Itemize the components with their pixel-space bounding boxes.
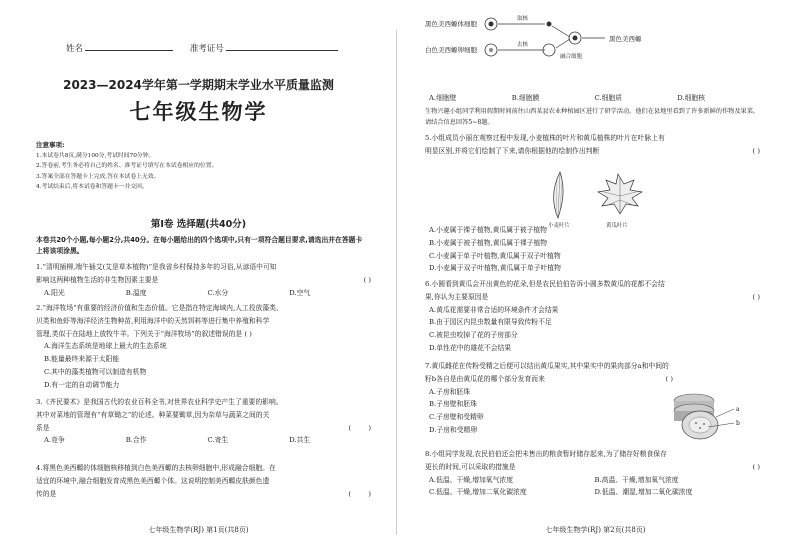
option[interactable]: C.子房壁和受精卵 [429, 413, 484, 422]
answer-bracket: ( ) [665, 374, 673, 383]
option[interactable]: D.空气 [289, 288, 311, 297]
option[interactable]: B.由于园区内昆虫数量有限导致传粉不足 [429, 318, 552, 327]
diagram-label-fused: 融合细胞 [560, 54, 583, 60]
question-line-row [36, 422, 371, 435]
notes-head: 注意事项: [36, 141, 65, 149]
option[interactable]: B.能量最终来源于太阳能 [44, 355, 120, 364]
option[interactable]: C.水分 [207, 288, 229, 297]
question-4-options [425, 92, 760, 105]
question-5 [425, 132, 760, 158]
option[interactable]: D.有一定的自动调节能力 [44, 380, 120, 389]
answer-bracket: ( ) [752, 462, 760, 471]
diagram-label-white-cell: 白色美西螈卵细胞 [425, 46, 477, 54]
option[interactable]: D.子房和受精卵 [429, 425, 478, 434]
option[interactable]: A.子房和胚珠 [429, 387, 471, 396]
question-4 [36, 462, 371, 500]
question-8 [425, 448, 760, 499]
right-page [397, 0, 794, 558]
question-line: 果,你认为主要原因是 [425, 292, 489, 301]
option[interactable]: D.小麦属于双子叶植物,黄瓜属于单子叶植物 [429, 264, 561, 273]
option[interactable]: B.合作 [125, 436, 147, 445]
scenario-text: 生物兴趣小组同学利用假期时间前往山西某县农业种植园区进行了研学活动。他们在县地里看到了许多新鲜的作物及果菜。请结合信息回答5~8题。 [425, 108, 760, 126]
seed-icon [695, 422, 697, 424]
arrow-label-take-nucleus: 取核 [517, 16, 529, 22]
option[interactable]: B.高温、干燥,增加氧气浓度 [594, 475, 679, 484]
question-line: 4.将黑色美西螈的体细胞核移植到白色美西螈的去核卵细胞中,形成融合细胞。在 [36, 464, 276, 472]
option[interactable]: D.单性花中的雄花不会结果 [429, 343, 512, 352]
question-line-row [425, 291, 760, 304]
question-line: 明显区别,并将它们绘制了下来,请你根据他的绘制作出判断 [425, 146, 600, 155]
page-footer: 七年级生物学(RJ) 第1页(共8页) [148, 526, 249, 534]
option[interactable]: C.低温、干燥,增加二氧化碳浓度 [429, 488, 527, 497]
section-title: 第Ⅰ卷 选择题(共40分) [150, 219, 247, 230]
option[interactable]: B.小麦属于被子植物,黄瓜属于裸子植物 [429, 238, 548, 247]
seed-icon [703, 423, 705, 425]
option[interactable]: D.细胞核 [677, 94, 706, 102]
question-line: 7.黄瓜雌花在传粉受精之后便可以结出黄瓜果实,其中果实中的果肉部分a和中间的 [425, 362, 669, 370]
note-item: 2.答卷前,考生务必将自己的姓名、准考证号填写在本试卷相应的位置。 [36, 163, 218, 169]
option[interactable]: C.被昆虫咬掉了花的子房部分 [429, 331, 518, 340]
question-5-options [425, 224, 760, 275]
exam-no-blank[interactable] [226, 50, 338, 51]
diagram-label-black-cell: 黑色美西螈体细胞 [425, 20, 477, 28]
label-a: a [736, 406, 740, 413]
note-item: 1.本试卷共8页,满分100分,考试时间70分钟。 [36, 152, 155, 159]
options-row [425, 474, 760, 487]
seed-icon [699, 427, 701, 429]
question-line: 更长的时间,可以采取的措施是 [425, 462, 516, 471]
note-item: 3.答案全部在答题卡上完成,答在本试卷上无效。 [36, 173, 160, 180]
arrow-label-remove-nucleus: 去核 [517, 42, 529, 48]
question-line-row [36, 488, 371, 501]
option[interactable]: A.阳光 [44, 288, 65, 297]
exam-no-label: 准考证号 [189, 44, 224, 54]
question-line: 1.“清明插柳,端午插艾(艾是草本植物)”是我省乡村保持多年的习俗,从谚语中可知 [36, 263, 277, 271]
question-line-row [36, 274, 371, 287]
question-line: 管理,类似于在陆地上放牧牛羊。下列关于“海洋牧场”的叙述错误的是 ( ) [36, 329, 252, 338]
question-line: 贝类和鱼虾等海洋经济生物种苗,利用海洋中的天然饵料等进行集中养殖和科学 [36, 316, 270, 325]
question-line: 2.“海洋牧场”有重要的经济价值和生态价值。它是指在特定海域内,人工投放藻类、 [36, 304, 283, 312]
leaf-illustrations [548, 170, 658, 230]
option[interactable]: C.寄生 [207, 436, 229, 445]
question-3 [36, 396, 371, 447]
option[interactable]: A.低温、干燥,增加氧气浓度 [429, 475, 513, 484]
option[interactable]: C.其中的藻类植物可以制造有机物 [44, 367, 147, 376]
options-row [36, 287, 371, 300]
question-6 [425, 278, 760, 355]
option[interactable]: C.细胞质 [594, 94, 623, 102]
options-row [425, 92, 760, 105]
question-line: 适宜的环境中,融合细胞发育成黑色美西螈个体。这说明控制美西螈皮肤颜色遗 [36, 476, 270, 485]
name-blank[interactable] [85, 50, 173, 51]
answer-bracket: ( ) [348, 489, 371, 498]
candidate-info-row [66, 42, 352, 54]
subject-title: 七年级生物学 [129, 100, 268, 124]
option[interactable]: D.共生 [289, 436, 311, 445]
name-label: 姓名 [66, 44, 84, 54]
question-line-row [425, 145, 760, 158]
question-2 [36, 302, 371, 392]
option[interactable]: B.细胞膜 [511, 94, 540, 102]
pointer-line [716, 409, 734, 417]
answer-bracket: ( ) [752, 146, 760, 155]
answer-bracket: ( ) [348, 423, 371, 432]
options-row [36, 434, 371, 447]
option[interactable]: A.竞争 [44, 436, 65, 445]
answer-bracket: ( ) [752, 292, 760, 301]
option[interactable]: C.小麦属于单子叶植物,黄瓜属于双子叶植物 [429, 251, 561, 260]
label-b: b [736, 420, 740, 427]
option[interactable]: A.黄瓜花需要非常合适的环境条件才会结果 [429, 305, 559, 314]
question-line: 8.小组同学发现,农民伯伯还会把未售出的粮食暂时储存起来,为了储存好粮食保存 [425, 450, 667, 458]
question-line: 其中对菜地的管理有“有草锄之”的论述。种菜要锄草,因为杂草与蔬菜之间的关 [36, 410, 270, 419]
cucumber-slice-illustration [672, 387, 742, 443]
options-row [425, 486, 760, 499]
cucumber-leaf-label: 黄瓜叶片 [606, 223, 629, 229]
question-line: 籽b各自是由黄瓜花的哪个部分发育而来 [425, 374, 545, 383]
seed-area-icon [689, 417, 711, 433]
section-intro: 本卷共20个小题,每小题2分,共40分。在每小题给出的四个选项中,只有一项符合题目要求,请选出并在答题卡上将该项涂黑。 [36, 236, 363, 255]
option[interactable]: A.海洋生态系统是地球上最大的生态系统 [44, 342, 167, 351]
question-line-row [425, 373, 673, 386]
question-line: 传的是 [36, 489, 57, 498]
option[interactable]: D.低温、潮湿,增加二氧化碳浓度 [594, 488, 693, 497]
note-item: 4.考试结束后,将本试卷和答题卡一并交回。 [36, 184, 148, 190]
option[interactable]: A.细胞壁 [429, 94, 457, 102]
question-1 [36, 261, 371, 299]
question-line: 5.小组成员小丽在观察过程中发现,小麦植株的叶片和黄瓜植株的叶片在叶脉上有 [425, 134, 665, 142]
option[interactable]: A.小麦属于裸子植物,黄瓜属于被子植物 [429, 226, 547, 234]
page-footer: 七年级生物学(RJ) 第2页(共8页) [545, 526, 646, 534]
question-line: 影响这两种植物生活的非生物因素主要是 [36, 275, 159, 284]
exam-title: 2023—2024学年第一学期期末学业水平质量监测 [63, 78, 334, 92]
notes [36, 140, 366, 193]
diagram-label-result: 黑色美西螈 [609, 35, 642, 43]
question-line-row [425, 461, 760, 474]
wheat-leaf-label: 小麦叶片 [548, 223, 571, 229]
question-line: 6.小圆看到黄瓜会开出黄色的花朵,但是农民伯伯告诉小圆多数黄瓜的花都不会结 [425, 280, 665, 288]
answer-bracket: ( ) [363, 275, 371, 284]
option[interactable]: B.温度 [125, 288, 147, 297]
question-line: 系是 [36, 423, 50, 432]
option[interactable]: B.子房壁和胚珠 [429, 400, 477, 409]
question-line: 3.《齐民要术》是我国古代的农业百科全书,对世界农业科学史产生了重要的影响。 [36, 398, 283, 406]
